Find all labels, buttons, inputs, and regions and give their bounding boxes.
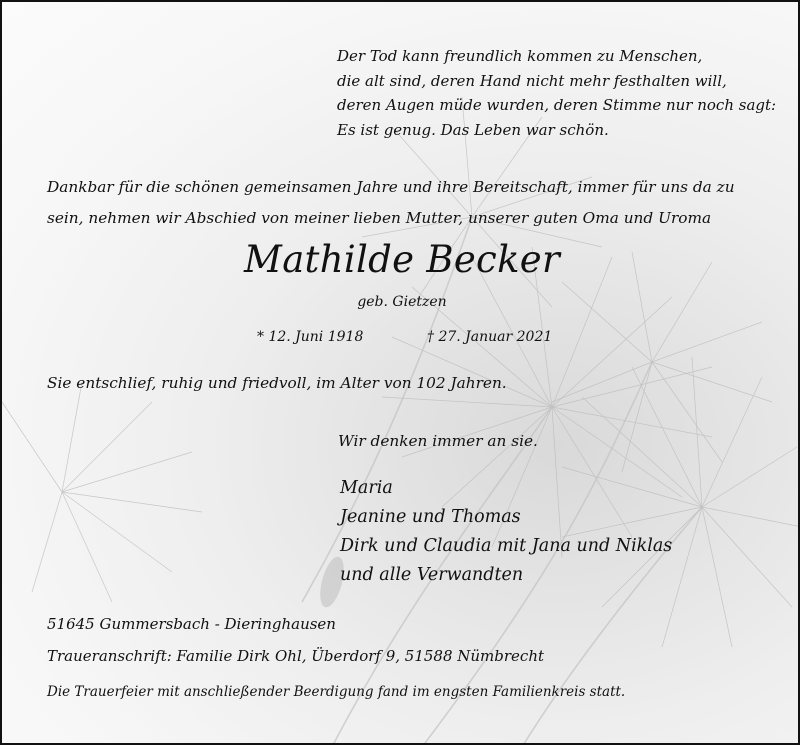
remembrance-line: Wir denken immer an sie. [338, 432, 538, 450]
mourners-list [340, 474, 672, 590]
poem [337, 44, 776, 142]
deceased-name: Mathilde Becker [244, 238, 560, 281]
mourner: und alle Verwandten [340, 565, 524, 585]
intro-line: Dankbar für die schönen gemeinsamen Jahre und ihre Bereitschaft, immer für uns da zu [47, 178, 735, 196]
poem-line: die alt sind, deren Hand nicht mehr festhalten will, [337, 71, 727, 90]
mourner: Maria [340, 478, 393, 498]
mourner: Dirk und Claudia mit Jana und Niklas [340, 536, 673, 556]
death-date: † 27. Januar 2021 [427, 329, 553, 345]
birth-date: * 12. Juni 1918 [257, 329, 364, 345]
birth-name: geb. Gietzen [357, 294, 447, 310]
intro-text [47, 172, 735, 234]
intro-line: sein, nehmen wir Abschied von meiner lieben Mutter, unserer guten Oma und Uroma [47, 209, 712, 227]
mourner: Jeanine und Thomas [340, 507, 521, 527]
place-line: 51645 Gummersbach - Dieringhausen [47, 615, 336, 633]
age-statement: Sie entschlief, ruhig und friedvoll, im Alter von 102 Jahren. [47, 374, 507, 392]
funeral-note: Die Trauerfeier mit anschließender Beerdigung fand im engsten Familienkreis statt. [47, 684, 626, 700]
poem-line: Der Tod kann freundlich kommen zu Menschen, [337, 47, 703, 65]
poem-line: Es ist genug. Das Leben war schön. [337, 120, 609, 139]
poem-line: deren Augen müde wurden, deren Stimme nur noch sagt: [337, 96, 777, 114]
mourning-address: Traueranschrift: Familie Dirk Ohl, Überdorf 9, 51588 Nümbrecht [47, 647, 545, 665]
